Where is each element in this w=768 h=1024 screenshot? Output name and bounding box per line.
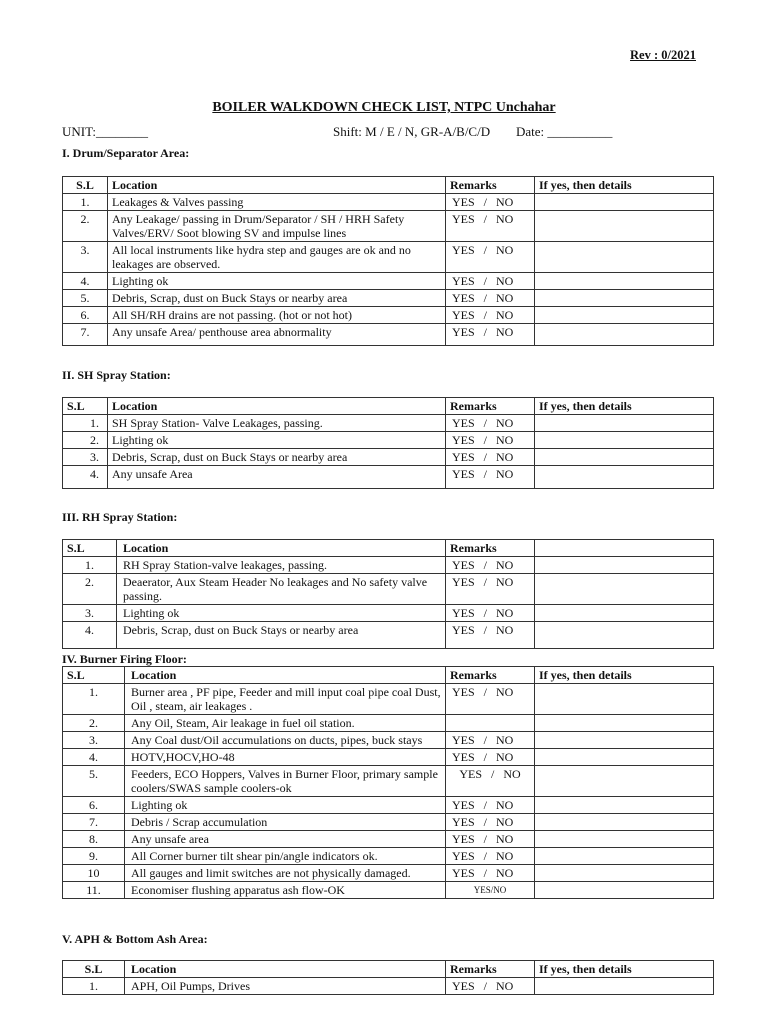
page-title: BOILER WALKDOWN CHECK LIST, NTPC Unchahar [212,100,556,115]
row-sl: 7. [63,814,125,831]
row-location: All local instruments like hydra step and gauges are ok and no leakages are observed. [108,242,446,273]
row-remarks[interactable]: YES / NO [446,415,535,432]
col-location: Location [108,177,446,194]
checklist-table [62,960,714,995]
row-remarks[interactable]: YES / NO [446,684,535,715]
table-row [63,415,714,432]
row-location: Burner area , PF pipe, Feeder and mill input coal pipe coal Dust, Oil , steam, air leakages . [125,684,446,715]
table-row [63,324,714,346]
row-details[interactable] [535,557,714,574]
row-location: Lighting ok [117,605,446,622]
row-location: RH Spray Station-valve leakages, passing. [117,557,446,574]
row-remarks[interactable]: YES / NO [446,211,535,242]
checklist-table [62,176,714,346]
table-header [63,398,714,415]
table-row [63,797,714,814]
row-details[interactable] [535,466,714,489]
row-sl: 1. [63,194,108,211]
table-header [63,540,714,557]
table-row [63,307,714,324]
row-details[interactable] [535,273,714,290]
section-title: V. APH & Bottom Ash Area: [62,932,208,946]
row-sl: 2. [63,211,108,242]
row-remarks[interactable]: YES / NO [446,732,535,749]
col-details [535,540,714,557]
section-title: IV. Burner Firing Floor: [62,652,187,666]
row-sl: 1. [63,557,117,574]
row-details[interactable] [535,605,714,622]
row-location: Feeders, ECO Hoppers, Valves in Burner Floor, primary sample coolers/SWAS sample coolers-ok [125,766,446,797]
table-row [63,432,714,449]
row-location: All Corner burner tilt shear pin/angle indicators ok. [125,848,446,865]
shift-field: Shift: M / E / N, GR-A/B/C/D [333,124,491,139]
row-sl: 4. [63,466,108,489]
table-row [63,605,714,622]
row-remarks[interactable]: YES / NO [446,865,535,882]
row-sl: 2. [63,432,108,449]
row-sl: 4. [63,273,108,290]
table-header [63,177,714,194]
row-location: All SH/RH drains are not passing. (hot or not hot) [108,307,446,324]
row-location: Leakages & Valves passing [108,194,446,211]
col-details: If yes, then details [535,961,714,978]
col-remarks: Remarks [446,961,535,978]
row-details[interactable] [535,978,714,995]
row-remarks[interactable]: YES / NO [446,432,535,449]
row-details[interactable] [535,865,714,882]
table-header [63,667,714,684]
row-details[interactable] [535,684,714,715]
col-sl: S.L [63,398,108,415]
row-remarks[interactable]: YES / NO [446,622,535,649]
row-details[interactable] [535,715,714,732]
row-remarks[interactable]: YES / NO [446,766,535,797]
col-remarks: Remarks [446,398,535,415]
row-location: Lighting ok [108,273,446,290]
row-sl: 1. [63,684,125,715]
row-remarks[interactable]: YES / NO [446,574,535,605]
table-row [63,273,714,290]
table-row [63,814,714,831]
row-sl: 6. [63,307,108,324]
row-location: Debris, Scrap, dust on Buck Stays or nearby area [108,449,446,466]
table-row [63,211,714,242]
col-sl: S.L [63,667,125,684]
row-details[interactable] [535,449,714,466]
row-location: SH Spray Station- Valve Leakages, passing. [108,415,446,432]
row-sl: 11. [63,882,125,899]
col-location: Location [117,540,446,557]
table-row [63,978,714,995]
col-location: Location [108,398,446,415]
row-remarks[interactable]: YES / NO [446,749,535,766]
row-remarks[interactable]: YES / NO [446,605,535,622]
row-remarks[interactable] [446,715,535,732]
checklist-table [62,539,714,649]
row-location: Lighting ok [108,432,446,449]
row-sl: 3. [63,242,108,273]
row-remarks[interactable]: YES/NO [446,882,535,899]
col-sl: S.L [63,961,125,978]
row-location: HOTV,HOCV,HO-48 [125,749,446,766]
row-remarks[interactable]: YES / NO [446,466,535,489]
row-location: APH, Oil Pumps, Drives [125,978,446,995]
row-remarks[interactable]: YES / NO [446,557,535,574]
table-row [63,848,714,865]
row-details[interactable] [535,749,714,766]
unit-field: UNIT:________ [62,124,149,139]
section-title: III. RH Spray Station: [62,510,178,524]
row-details[interactable] [535,307,714,324]
row-sl: 1. [63,415,108,432]
table-row [63,732,714,749]
row-details[interactable] [535,324,714,346]
row-sl: 7. [63,324,108,346]
table-row [63,715,714,732]
row-location: Any Oil, Steam, Air leakage in fuel oil station. [125,715,446,732]
row-details[interactable] [535,882,714,899]
row-location: Deaerator, Aux Steam Header No leakages and No safety valve passing. [117,574,446,605]
row-details[interactable] [535,848,714,865]
row-remarks[interactable]: YES / NO [446,449,535,466]
col-location: Location [125,961,446,978]
row-details[interactable] [535,242,714,273]
col-location: Location [125,667,446,684]
row-location: Any unsafe Area [108,466,446,489]
row-details[interactable] [535,432,714,449]
row-sl: 8. [63,831,125,848]
col-details: If yes, then details [535,398,714,415]
row-remarks[interactable]: YES / NO [446,242,535,273]
section-title: I. Drum/Separator Area: [62,146,190,160]
table-row [63,865,714,882]
row-remarks[interactable]: YES / NO [446,831,535,848]
row-sl: 5. [63,290,108,307]
row-sl: 1. [63,978,125,995]
row-location: Debris, Scrap, dust on Buck Stays or nearby area [117,622,446,649]
table-row [63,194,714,211]
col-details: If yes, then details [535,667,714,684]
row-location: Any Leakage/ passing in Drum/Separator / SH / HRH Safety Valves/ERV/ Soot blowing SV and impulse lines [108,211,446,242]
row-sl: 3. [63,605,117,622]
col-remarks: Remarks [446,667,535,684]
table-row [63,766,714,797]
row-details[interactable] [535,211,714,242]
col-sl: S.L [63,177,108,194]
row-sl: 3. [63,732,125,749]
row-location: Any unsafe area [125,831,446,848]
row-sl: 6. [63,797,125,814]
row-details[interactable] [535,194,714,211]
table-row [63,749,714,766]
row-remarks[interactable]: YES / NO [446,273,535,290]
row-remarks[interactable]: YES / NO [446,290,535,307]
row-remarks[interactable]: YES / NO [446,978,535,995]
row-location: Lighting ok [125,797,446,814]
row-remarks[interactable]: YES / NO [446,848,535,865]
row-remarks[interactable]: YES / NO [446,797,535,814]
checklist-table [62,397,714,489]
row-sl: 4. [63,622,117,649]
table-row [63,557,714,574]
row-remarks[interactable]: YES / NO [446,814,535,831]
checklist-table [62,666,714,899]
row-remarks[interactable]: YES / NO [446,194,535,211]
row-remarks[interactable]: YES / NO [446,324,535,346]
row-location: Debris / Scrap accumulation [125,814,446,831]
row-sl: 2. [63,574,117,605]
row-details[interactable] [535,574,714,605]
row-details[interactable] [535,415,714,432]
section-title: II. SH Spray Station: [62,368,171,382]
row-details[interactable] [535,290,714,307]
row-details[interactable] [535,622,714,649]
col-sl: S.L [63,540,117,557]
table-row [63,449,714,466]
row-sl: 10 [63,865,125,882]
table-row [63,574,714,605]
row-sl: 2. [63,715,125,732]
revision-label: Rev : 0/2021 [630,48,696,62]
table-row [63,684,714,715]
row-remarks[interactable]: YES / NO [446,307,535,324]
col-details: If yes, then details [535,177,714,194]
row-details[interactable] [535,797,714,814]
table-row [63,466,714,489]
row-sl: 5. [63,766,125,797]
col-remarks: Remarks [446,540,535,557]
row-location: Debris, Scrap, dust on Buck Stays or nearby area [108,290,446,307]
table-row [63,242,714,273]
table-header [63,961,714,978]
row-sl: 4. [63,749,125,766]
row-sl: 3. [63,449,108,466]
row-details[interactable] [535,766,714,797]
row-location: Any unsafe Area/ penthouse area abnormality [108,324,446,346]
row-location: All gauges and limit switches are not physically damaged. [125,865,446,882]
col-remarks: Remarks [446,177,535,194]
date-field: Date: __________ [516,124,613,139]
row-sl: 9. [63,848,125,865]
row-location: Economiser flushing apparatus ash flow-OK [125,882,446,899]
row-location: Any Coal dust/Oil accumulations on ducts, pipes, buck stays [125,732,446,749]
table-row [63,882,714,899]
table-row [63,622,714,649]
row-details[interactable] [535,814,714,831]
table-row [63,831,714,848]
row-details[interactable] [535,831,714,848]
table-row [63,290,714,307]
row-details[interactable] [535,732,714,749]
